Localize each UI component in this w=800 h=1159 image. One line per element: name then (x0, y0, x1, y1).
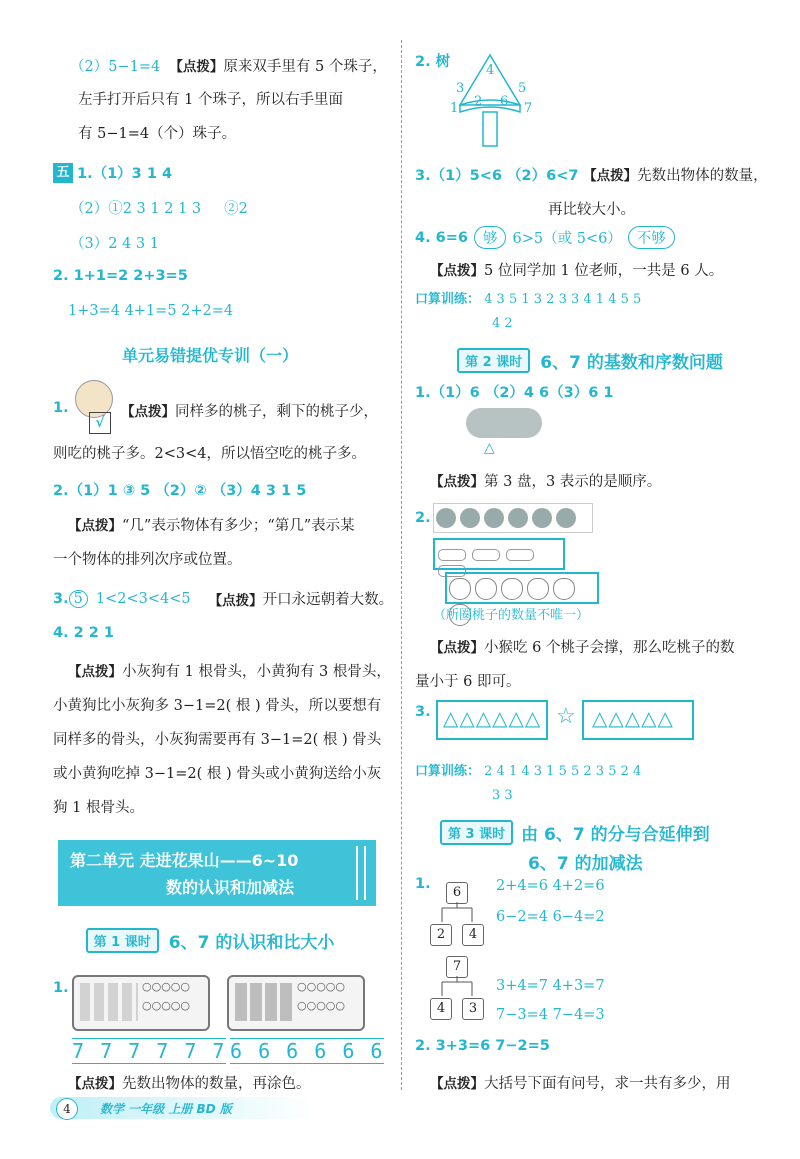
bond1-eq1: 2+4=6 4+2=6 (496, 878, 605, 894)
lesson3-heading: 第 3 课时 由 6、7 的分与合延伸到 6、7 的加减法 (440, 820, 760, 874)
mental-math-1: 口算训练： 4 3 5 1 3 2 3 3 4 1 4 5 5 (415, 292, 642, 307)
right-q2: 2. 树 (415, 54, 451, 70)
error-q4-note-l2: 小黄狗比小灰狗多 3−1=2( 根 ) 骨头，所以要想有 (53, 698, 382, 714)
bond1-eq2: 6−2=4 6−4=2 (496, 909, 605, 925)
donut-panel: ○○○○○ ○○○○○ (227, 975, 365, 1031)
unit-error-title: 单元易错提优专训（一） (121, 346, 298, 365)
tree-num-2: 2 (474, 94, 483, 109)
section-five-badge: 五 (53, 163, 73, 183)
ice-cream-pictures (80, 983, 138, 1021)
column-divider (401, 40, 402, 1090)
page-number: 4 (56, 1098, 78, 1120)
peach-circled-row (445, 572, 599, 604)
five-2-1: 2. 1+1=2 2+3=5 (53, 268, 188, 284)
plates-picture (466, 408, 542, 438)
lesson1-q1-num: 1. (53, 980, 69, 996)
lesson2-q1: 1.（1）6 （2）4 6（3）6 1 (415, 385, 614, 401)
triangle-box-six: △△△△△△ (436, 700, 548, 740)
enough-oval: 够 (474, 226, 507, 249)
lesson1-heading: 第 1 课时 6、7 的认识和比大小 (60, 928, 360, 953)
lesson2-q2-note-l1: 【点拨】小猴吃 6 个桃子会撑，那么吃桃子的数 (430, 640, 735, 656)
error-q4-note-l4: 或小黄狗吃掉 3−1=2( 根 ) 骨头或小黄狗送给小灰 (53, 766, 382, 782)
tree-num-5: 5 (518, 81, 527, 96)
right-q4: 4. 6=6 够 6>5（或 5<6） 不够 (415, 226, 675, 249)
peach-row (433, 503, 593, 533)
check-box: √ (89, 412, 111, 434)
tree-num-top: 4 (486, 63, 495, 78)
error-q4-note-l1: 【点拨】小灰狗有 1 根骨头，小黄狗有 3 根骨头， (68, 664, 391, 680)
star-icon: ☆ (556, 704, 576, 729)
bone-row (433, 538, 565, 570)
bond2-eq2: 7−3=4 7−4=3 (496, 1007, 605, 1023)
unit2-banner: 第二单元 走进花果山——6~10 数的认识和加减法 (58, 840, 376, 906)
five-1-2: （2）①2 3 1 2 1 3 ②2 (70, 201, 248, 217)
tree-trunk (483, 112, 497, 146)
left-q4-2-note-l3: 有 5−1=4（个）珠子。 (78, 126, 237, 142)
error-q4-note-l3: 同样多的骨头，小灰狗需要再有 3−1=2( 根 ) 骨头 (53, 732, 382, 748)
tree-num-3: 3 (456, 81, 465, 96)
lesson3-q2: 2. 3+3=6 7−2=5 (415, 1038, 550, 1054)
digit-six-practice: 6 6 6 6 6 6 (230, 1039, 385, 1063)
lesson2-q2-note-l2: 量小于 6 即可。 (415, 674, 521, 690)
error-q2-note-l2: 一个物体的排列次序或位置。 (53, 552, 242, 568)
lesson3-q2-note: 【点拨】大括号下面有问号，求一共有多少，用 (430, 1076, 731, 1092)
bond2-eq1: 3+4=7 4+3=7 (496, 978, 605, 994)
lesson2-q3: 3. (415, 704, 431, 720)
tree-num-1: 1 (450, 101, 459, 116)
tree-middle (460, 100, 520, 112)
lesson1-q1-note: 【点拨】先数出物体的数量，再涂色。 (68, 1076, 311, 1092)
footer-bar (50, 1097, 315, 1119)
left-q4-2: （2）5−1=4 【点拨】原来双手里有 5 个珠子， (70, 59, 387, 75)
section-five-q1: 五 1.（1）3 1 4 (53, 162, 172, 183)
triangle-box-five: △△△△△ (582, 700, 694, 740)
mental-math-2-l2: 3 3 (492, 788, 513, 803)
ice-cream-panel: ○○○○○ ○○○○○ (72, 975, 210, 1031)
tree-diagram (450, 50, 540, 150)
lesson2-q1-note: 【点拨】第 3 盘，3 表示的是顺序。 (430, 474, 662, 490)
digit-seven-practice: 7 7 7 7 7 7 (72, 1039, 227, 1063)
number-bond-7: 7 4 3 (430, 956, 490, 1020)
five-1-3: （3）2 4 3 1 (70, 236, 159, 252)
error-q2: 2.（1）1 ③ 5 （2）② （3）4 3 1 5 (53, 483, 307, 499)
left-q4-2-note-l2: 左手打开后只有 1 个珠子，所以右手里面 (78, 92, 343, 108)
right-q3: 3.（1）5<6 （2）6<7 【点拨】先数出物体的数量， (415, 168, 768, 184)
not-enough-oval: 不够 (628, 226, 675, 249)
tree-num-6: 6 (500, 94, 509, 109)
tree-num-7: 7 (524, 101, 533, 116)
lesson2-q2-caption: （所圈桃子的数量不唯一） (433, 608, 590, 623)
lesson2-q2: 2. (415, 510, 431, 526)
number-bond-6: 6 2 4 (430, 882, 490, 946)
mental-math-2: 口算训练： 2 4 1 4 3 1 5 5 2 3 5 2 4 (415, 764, 642, 779)
error-q4-note-l5: 狗 1 根骨头。 (53, 800, 144, 816)
error-q3: 3. 5 1<2<3<4<5 【点拨】 开口永远朝着大数。 (53, 590, 394, 609)
footer-text: 数学 一年级 上册 BD 版 (100, 1102, 232, 1116)
circled-five: 5 (69, 590, 88, 608)
right-q4-note: 【点拨】5 位同学加 1 位老师，一共是 6 人。 (430, 263, 724, 279)
error-q4: 4. 2 2 1 (53, 625, 115, 641)
triangle-marker: △ (484, 440, 495, 456)
right-q3-note-l2: 再比较大小。 (548, 202, 635, 218)
mental-math-1-l2: 4 2 (492, 316, 513, 331)
lesson2-heading: 第 2 课时 6、7 的基数和序数问题 (420, 348, 760, 373)
error-q2-note-l1: 【点拨】“几”表示物体有多少；“第几”表示某 (68, 518, 355, 534)
donut-pictures (235, 983, 293, 1021)
error-q1-note-l2: 则吃的桃子多。2<3<4，所以悟空吃的桃子多。 (53, 446, 366, 462)
lesson3-q1: 1. (415, 876, 431, 892)
five-2-2: 1+3=4 4+1=5 2+2=4 (68, 303, 234, 319)
